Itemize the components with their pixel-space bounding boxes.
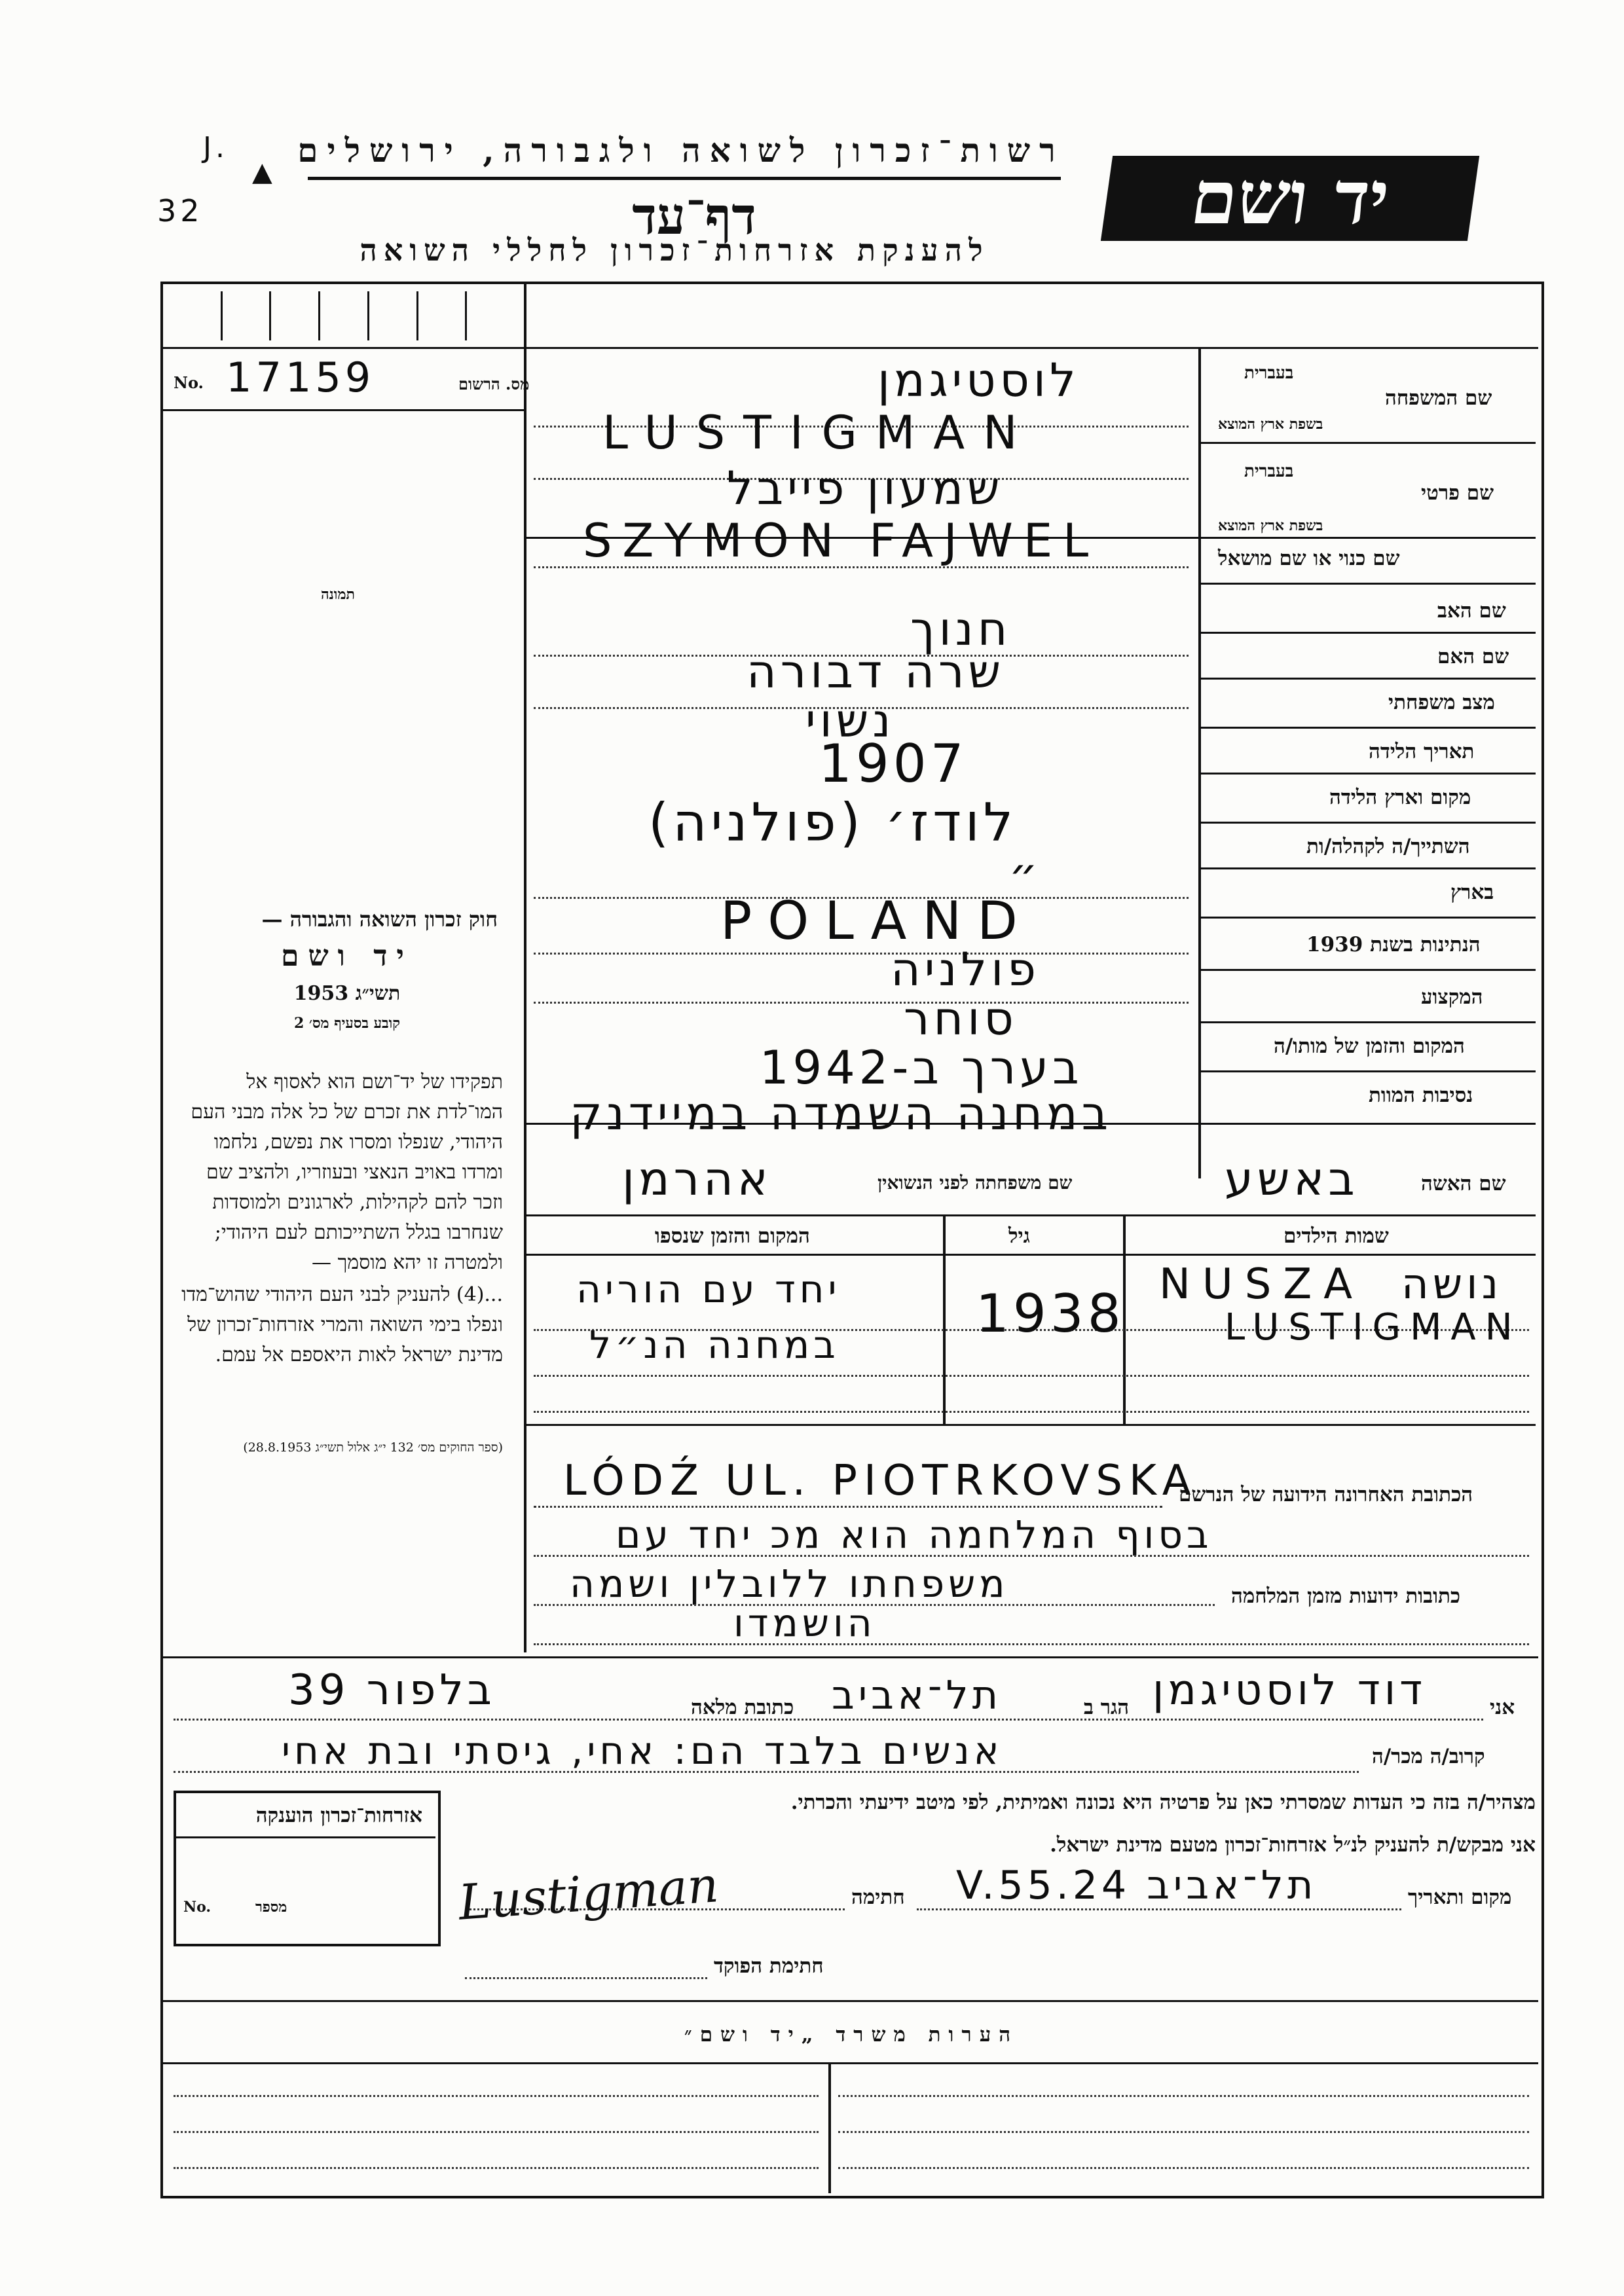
label-residing-in: הגר ב xyxy=(1084,1696,1130,1719)
value-war-address-3: הושמדו xyxy=(733,1601,876,1645)
request-text: אני מבקש/ת להעניק לנ״ל אזרחות־זכרון מטעם מדינת ישראל. xyxy=(1050,1833,1536,1857)
citizenship-box-line xyxy=(176,1836,435,1838)
label-occupation: המקצוע xyxy=(1421,985,1483,1009)
label-first-name: שם פרטי xyxy=(1421,481,1494,505)
value-wife-name: באשע xyxy=(1225,1152,1359,1206)
children-dots-3 xyxy=(534,1411,1529,1413)
law-year: תשי״ג 1953 xyxy=(293,982,401,1005)
value-child-name-latin: NUSZA xyxy=(1159,1260,1364,1309)
value-death-place-time: בערך ב-1942 xyxy=(760,1041,1083,1095)
label-nickname: שם כנוי או שם מושאל xyxy=(1218,547,1400,570)
law-clause: קובע בסעיף מס׳ 2 xyxy=(293,1015,401,1032)
row-line-3 xyxy=(1198,632,1536,634)
office-dots-6 xyxy=(838,2167,1529,2169)
organization-name: רשות־זכרון לשואה ולגבורה, ירושלים xyxy=(297,131,1065,170)
children-col-1 xyxy=(943,1214,946,1424)
label-inspector-signature: חתימת הפוקד xyxy=(714,1954,824,1978)
row-line-10 xyxy=(1198,969,1536,971)
wife-row-line xyxy=(524,1214,1536,1216)
law-text: תפקידו של יד־ושם הוא לאסוף אל המו־לדת את זכרם של כל אלה מבני העם היהודי, שנפלו ומסרו את נפשם, נלחמו ומרדו באויב הנאצי ובעוזריו, ולהציב שם וזכר להם לקהילות, לארגונים ולמוסדות שנחרבו בגלל השתייכותם לעם היהודי; ולמטרה זו יהא מוסמך — xyxy=(191,1070,503,1274)
law-title: חוק זכרון השואה והגבורה — xyxy=(261,907,498,932)
row-line-5 xyxy=(1198,727,1536,729)
row-line-9 xyxy=(1198,917,1536,919)
label-origin-lang-1: בשפת ארץ המוצא xyxy=(1218,416,1323,433)
value-first-he: שמעון פייבל xyxy=(727,462,1004,515)
label-mother: שם האם xyxy=(1437,645,1509,668)
label-in-hebrew-1: בעברית xyxy=(1244,363,1294,383)
label-death-circumstances: נסיבות המוות xyxy=(1369,1084,1473,1107)
value-marital: נשוי xyxy=(805,694,895,748)
page-subtitle: להענקת אזרחות־זכרון לחללי השואה xyxy=(360,232,989,268)
children-dots-2 xyxy=(534,1375,1529,1377)
yad-vashem-logo: יד ושם xyxy=(1101,156,1479,241)
signature-scrawl: Lustigman xyxy=(456,1857,721,1931)
value-wife-maiden: אהרמן xyxy=(622,1152,772,1206)
value-community-ditto: ״ xyxy=(1008,848,1043,902)
value-death-circumstances: במחנה השמדה במיידנק xyxy=(570,1087,1113,1140)
office-dots-5 xyxy=(174,2167,819,2169)
registration-code-boxes xyxy=(174,291,514,340)
office-dots-3 xyxy=(174,2131,819,2133)
value-country: POLAND xyxy=(720,890,1033,951)
place-date-dots xyxy=(917,1908,1401,1910)
label-origin-lang-2: בשפת ארץ המוצא xyxy=(1218,517,1323,534)
addr-dots-1 xyxy=(534,1506,1162,1508)
witness-dots-1 xyxy=(174,1719,1483,1721)
row-line-6 xyxy=(1198,773,1536,774)
citizenship-box-no: No. xyxy=(183,1899,212,1916)
addr-dots-4 xyxy=(534,1643,1529,1645)
value-child-place-1: יחד עם הוריה xyxy=(576,1267,841,1311)
organization-underline xyxy=(308,177,1061,180)
row-line-7 xyxy=(1198,822,1536,824)
stamp-triangle-icon: ▲ xyxy=(252,157,272,187)
label-place-date: מקום ותאריך xyxy=(1408,1886,1512,1909)
value-place-date: תל־אביב 24.V.55 xyxy=(956,1863,1318,1908)
label-country: בארץ xyxy=(1450,881,1494,904)
row-line-8 xyxy=(1198,867,1536,869)
registration-no-label: No. xyxy=(174,373,204,392)
label-full-address: כתובת מלאה xyxy=(691,1696,794,1719)
value-child-place-2: במחנה הנ״ל xyxy=(589,1322,840,1367)
dots-8 xyxy=(534,1002,1189,1004)
inspector-dots xyxy=(465,1977,707,1979)
reference-mark: J. xyxy=(203,131,229,164)
label-wartime-addresses: כתובות ידועות מזמן המלחמה xyxy=(1231,1584,1461,1608)
value-war-address-1: בסוף המלחמה הוא מכ יחד עם xyxy=(616,1512,1213,1557)
label-community: השתייך/ה לקהלה/ות xyxy=(1306,835,1470,858)
law-source: (ספר החוקים מס׳ 132 י״ג אלול תשי״ג 28.8.1953) xyxy=(243,1440,503,1455)
children-header-line xyxy=(524,1254,1536,1256)
label-father: שם האב xyxy=(1437,599,1506,623)
row-line-4 xyxy=(1198,678,1536,680)
dots-7 xyxy=(534,953,1189,955)
office-notes-title: הערות משרד „יד ושם״ xyxy=(684,2023,1019,2047)
value-occupation: סוחר xyxy=(904,992,1018,1046)
registration-number: 17159 xyxy=(226,354,375,401)
office-dots-2 xyxy=(838,2095,1529,2097)
row-line-2 xyxy=(1198,583,1536,585)
value-witness-name: דוד לוסטיגמן xyxy=(1153,1666,1427,1715)
page-number: 32 xyxy=(157,193,204,228)
value-child-name-he: נושה xyxy=(1401,1260,1503,1309)
line-family xyxy=(1198,442,1536,444)
left-column-divider xyxy=(524,284,526,1652)
declaration-text: מצהיר/ה בזה כי העדות שמסרתי כאן על פרטיה היא נכונה ואמיתית, לפי מיטב ידיעתי והכרתי. xyxy=(790,1791,1536,1814)
office-line xyxy=(163,2062,1538,2064)
value-child-surname-latin: LUSTIGMAN xyxy=(1225,1306,1522,1349)
office-top-line xyxy=(163,2000,1538,2002)
office-dots-4 xyxy=(838,2131,1529,2133)
photo-label: תמונה xyxy=(321,586,355,603)
label-family-name: שם המשפחה xyxy=(1385,386,1492,410)
label-death-place-time: המקום והזמן של מותו/ה xyxy=(1274,1034,1465,1058)
top-strip-line xyxy=(163,347,1538,349)
value-child-age: 1938 xyxy=(976,1283,1125,1344)
label-relation: קרוב/ה מכר/ה xyxy=(1372,1745,1485,1768)
row-line-11 xyxy=(1198,1021,1536,1023)
registration-he-label: מס. הרשום xyxy=(458,374,530,393)
page-title: דף־עד xyxy=(632,187,756,246)
value-war-address-2: משפחתו ללובלין ושמה xyxy=(570,1561,1009,1606)
registration-line xyxy=(163,409,524,411)
label-in-hebrew-2: בעברית xyxy=(1244,462,1294,481)
value-witness-city: תל־אביב xyxy=(832,1673,1003,1719)
children-bottom-line xyxy=(524,1424,1536,1426)
label-marital: מצב משפחתי xyxy=(1388,691,1495,714)
value-family-latin: LUSTIGMAN xyxy=(602,406,1036,460)
addr-dots-2 xyxy=(534,1555,1529,1557)
value-first-latin: SZYMON FAJWEL xyxy=(583,514,1099,568)
label-birth-place: מקום וארץ הלידה xyxy=(1329,786,1471,809)
citizenship-box-title: אזרחות־זכרון הוענקה xyxy=(255,1804,422,1827)
citizenship-box-no-he: מספר xyxy=(255,1899,287,1916)
value-family-he: לוסטיגמן xyxy=(877,354,1080,407)
value-last-address: LÓDŹ UL. PIOTRKOVSKA xyxy=(563,1457,1198,1505)
value-father: חנוך xyxy=(910,602,1012,656)
label-column-divider xyxy=(1198,347,1201,1178)
label-place-time-died: המקום והזמן שנספו xyxy=(655,1224,810,1248)
label-citizenship: הנתינות בשנת 1939 xyxy=(1306,933,1481,957)
row-line-12 xyxy=(1198,1070,1536,1072)
value-birth-date: 1907 xyxy=(819,733,968,794)
witness-top-line xyxy=(163,1656,1538,1658)
value-citizenship: פולניה xyxy=(891,943,1040,996)
label-maiden-name: שם משפחתה לפני הנשואין xyxy=(877,1172,1073,1194)
label-birth-date: תאריך הלידה xyxy=(1369,740,1475,763)
label-wife-name: שם האשה xyxy=(1421,1172,1506,1195)
label-signature: חתימה xyxy=(851,1886,905,1909)
office-dots-1 xyxy=(174,2095,819,2097)
witness-dots-2 xyxy=(174,1771,1359,1773)
value-mother: שרה דבורה xyxy=(747,645,1005,699)
label-children-names: שמות הילדים xyxy=(1283,1224,1389,1248)
law-clause-4: ...(4) להעניק לבני העם היהודי שהוש־מדו ונפלו בימי השואה והמרי אזרחות־זכרון של מדינת ישראל לאות היאספם אל עמם. xyxy=(181,1283,503,1366)
office-divider xyxy=(828,2062,831,2193)
value-witness-street: בלפור 39 xyxy=(288,1666,496,1715)
law-name: יד ושם xyxy=(281,939,413,973)
label-i: אני xyxy=(1490,1696,1515,1719)
label-last-address: הכתובת האחרונה הידועה של הנרשם xyxy=(1179,1483,1473,1506)
value-relation: אנשים בלבד הם: אחי, גיסתי ובת אחי xyxy=(282,1728,1003,1773)
value-birth-place: לודז׳ (פולניה) xyxy=(648,792,1018,853)
label-age: גיל xyxy=(1008,1224,1030,1248)
